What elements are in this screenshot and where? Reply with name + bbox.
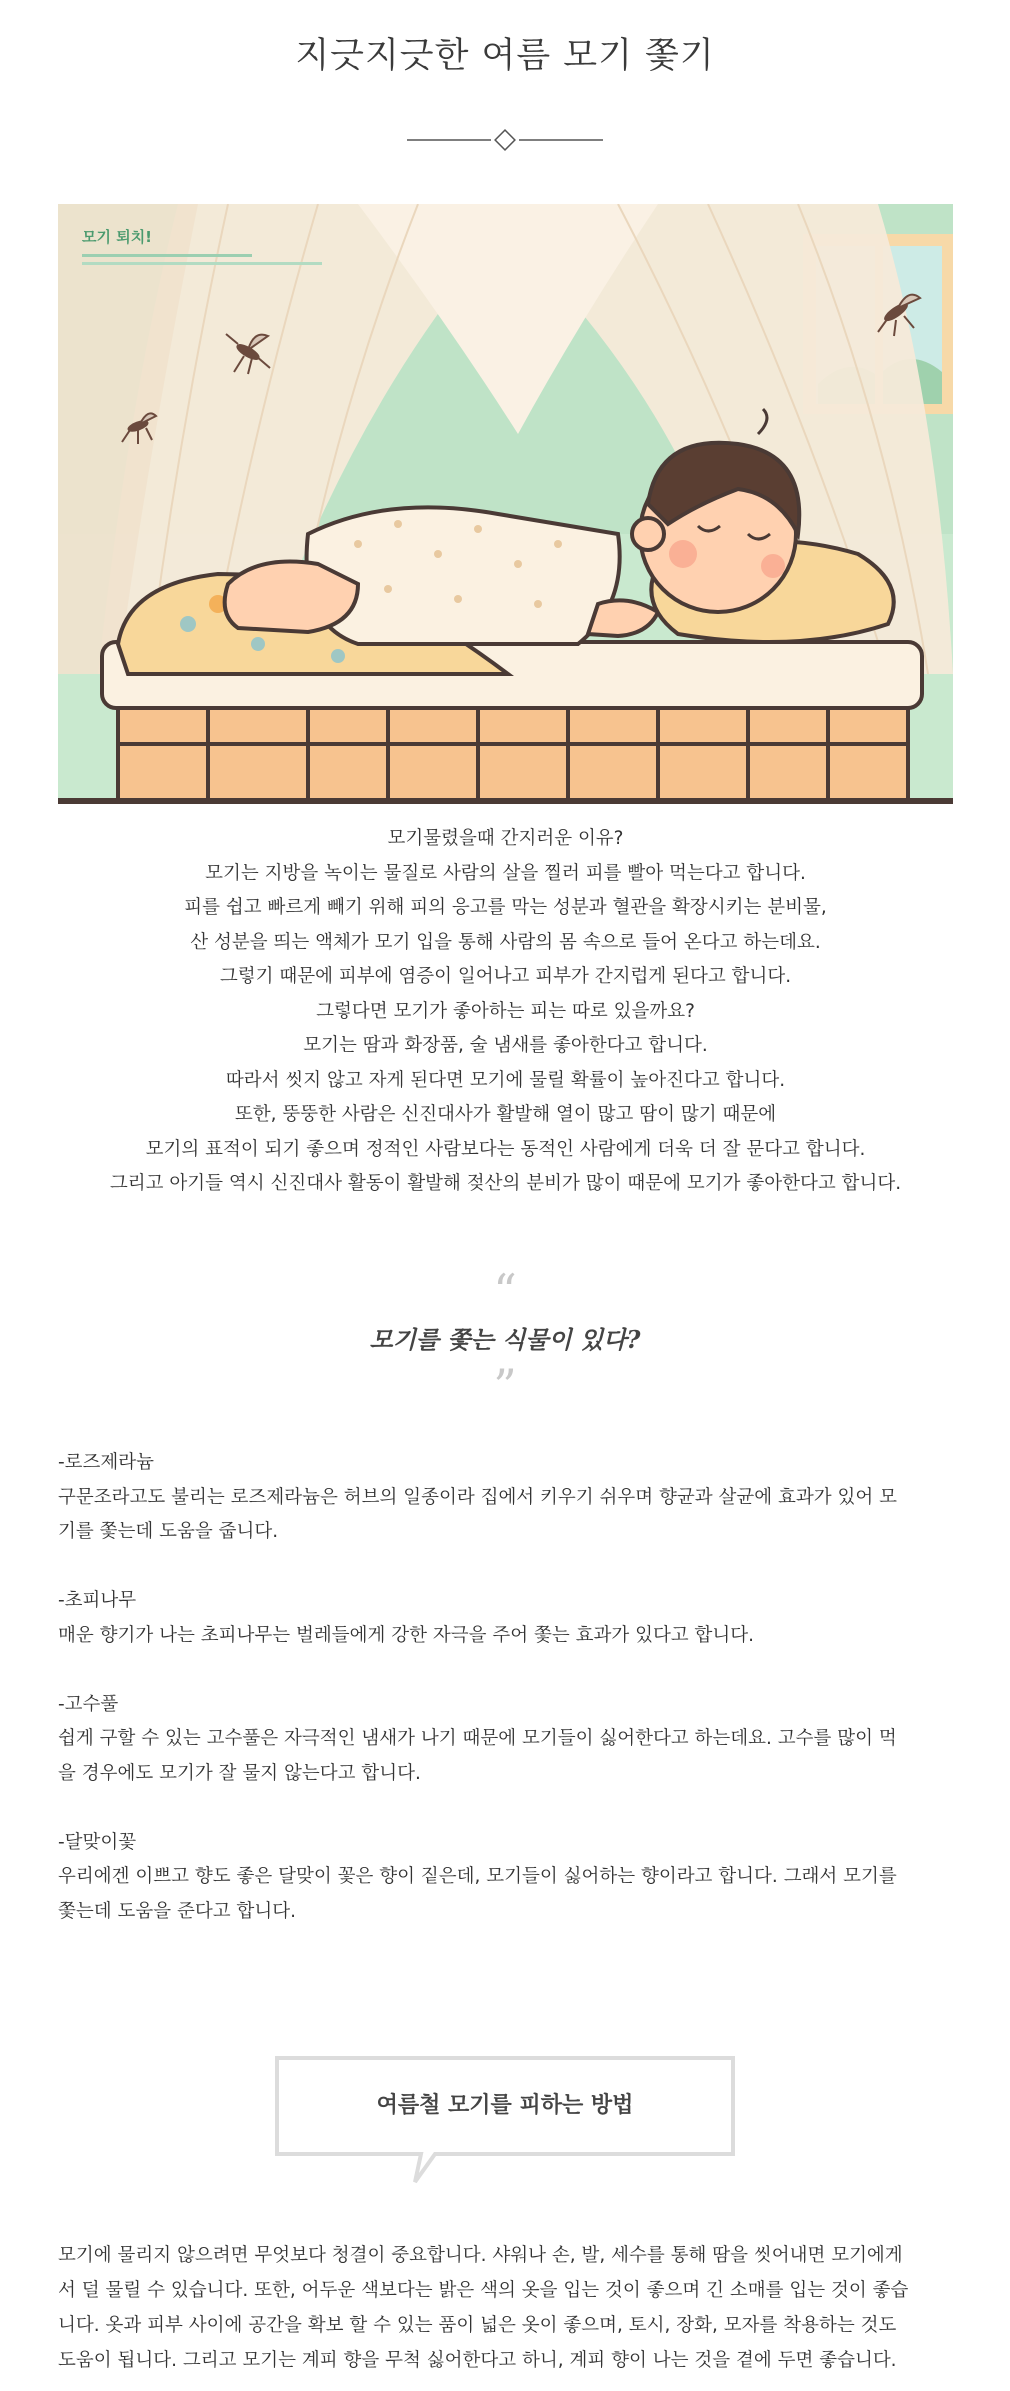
intro-line: 따라서 씻지 않고 자게 된다면 모기에 물릴 확률이 높아진다고 합니다. (225, 1069, 786, 1091)
intro-line: 모기물렸을때 간지러운 이유? (387, 828, 624, 849)
plant-description: 구문조라고도 불리는 로즈제라늄은 허브의 일종이라 집에서 키우기 쉬우며 향균과 살균에 효과가 있어 모 (58, 1486, 898, 1508)
section-title-box (275, 2056, 735, 2152)
intro-line: 모기는 지방을 녹이는 물질로 사람의 살을 찔러 피를 빨아 먹는다고 합니다. (205, 862, 806, 884)
intro-line: 그렇다면 모기가 좋아하는 피는 따로 있을까요? (316, 1000, 695, 1022)
intro-line: 또한, 뚱뚱한 사람은 신진대사가 활발해 열이 많고 땀이 많기 때문에 (234, 1104, 777, 1125)
plant-description: 쉽게 구할 수 있는 고수풀은 자극적인 냄새가 나기 때문에 모기들이 싫어한다고 하는데요. 고수를 많이 먹 (58, 1728, 897, 1749)
intro-line: 산 성분을 띄는 액체가 모기 입을 통해 사람의 몸 속으로 들어 온다고 하는데요. (190, 931, 821, 953)
intro-line: 피를 쉽고 빠르게 빼기 위해 피의 응고를 막는 성분과 혈관을 확장시키는 분비물, (184, 897, 827, 918)
title-divider (407, 128, 603, 152)
quote-text: 모기를 쫓는 식물이 있다? (369, 1325, 641, 1354)
list-item (58, 1584, 953, 1653)
plant-name: -달맞이꽃 (58, 1831, 137, 1853)
outro-text (58, 2238, 953, 2378)
plant-description: 을 경우에도 모기가 잘 물지 않는다고 합니다. (58, 1762, 421, 1784)
plant-description: 기를 쫓는데 도움을 줍니다. (58, 1521, 279, 1542)
hero-illustration (58, 204, 953, 804)
open-quote-icon: “ (493, 1264, 517, 1318)
close-quote-icon: ” (493, 1359, 517, 1413)
plant-description: 우리에겐 이쁘고 향도 좋은 달맞이 꽃은 향이 짙은데, 모기들이 싫어하는 향이라고 합니다. 그래서 모기를 (58, 1866, 897, 1887)
plant-description: 쫓는데 도움을 준다고 합니다. (58, 1900, 296, 1922)
plant-description: 매운 향기가 나는 초피나무는 벌레들에게 강한 자극을 주어 쫓는 효과가 있다고 합니다. (58, 1624, 755, 1646)
plant-name: -고수풀 (58, 1693, 119, 1715)
intro-line: 모기의 표적이 되기 좋으며 정적인 사람보다는 동적인 사람에게 더욱 더 잘 문다고 합니다. (145, 1138, 866, 1160)
plant-name: -초피나무 (58, 1590, 137, 1611)
section-title: 여름철 모기를 피하는 방법 (376, 2093, 634, 2118)
outro-line: 서 덜 물릴 수 있습니다. 또한, 어두운 색보다는 밝은 색의 옷을 입는 것이 좋으며 긴 소매를 입는 것이 좋습 (58, 2280, 909, 2301)
outro-line: 니다. 옷과 피부 사이에 공간을 확보 할 수 있는 품이 넓은 옷이 좋으며, 토시, 장화, 모자를 착용하는 것도 (58, 2315, 897, 2336)
intro-line: 그리고 아기들 역시 신진대사 활동이 활발해 젖산의 분비가 많이 때문에 모기가 좋아한다고 합니다. (109, 1173, 902, 1194)
list-item (58, 1826, 953, 1930)
list-item (58, 1688, 953, 1792)
intro-line: 모기는 땀과 화장품, 술 냄새를 좋아한다고 합니다. (303, 1035, 708, 1056)
outro-line: 모기에 물리지 않으려면 무엇보다 청결이 중요합니다. 샤워나 손, 발, 세수를 통해 땀을 씻어내면 모기에게 (58, 2245, 903, 2266)
outro-line: 도움이 됩니다. 그리고 모기는 계피 향을 무척 싫어한다고 하니, 계피 향이 나는 것을 곁에 두면 좋습니다. (58, 2350, 897, 2371)
plant-name: -로즈제라늄 (58, 1452, 155, 1473)
plant-list (58, 1446, 953, 1964)
list-item (58, 1446, 953, 1550)
pull-quote (0, 1264, 1010, 1413)
intro-text (58, 822, 953, 1202)
intro-line: 그렇기 때문에 피부에 염증이 일어나고 피부가 간지럽게 된다고 합니다. (219, 966, 792, 987)
page-title: 지긋지긋한 여름 모기 쫓기 (295, 36, 715, 76)
hero-caption: 모기 퇴치! (82, 228, 153, 246)
